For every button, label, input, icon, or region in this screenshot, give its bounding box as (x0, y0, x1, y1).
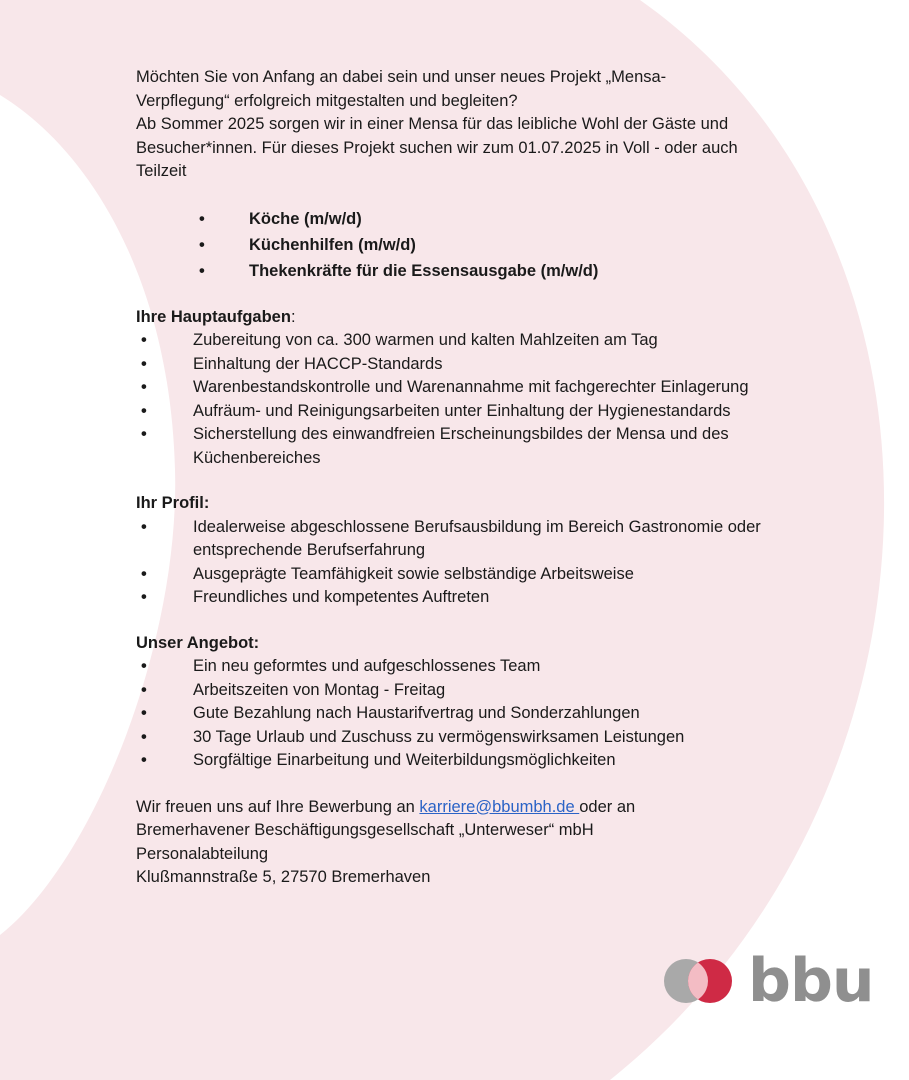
bbu-logo (662, 946, 874, 1016)
tasks-section (136, 306, 786, 471)
logo-circles-icon (662, 953, 748, 1013)
position-item: • Thekenkräfte für die Essensausgabe (m/w/d) (136, 258, 786, 284)
position-item: • Küchenhilfen (m/w/d) (136, 232, 786, 258)
list-item: • 30 Tage Urlaub und Zuschuss zu vermögenswirksamen Leistungen (136, 726, 786, 750)
intro-line: Möchten Sie von Anfang an dabei sein und unser neues Projekt „Mensa- (136, 68, 667, 86)
list-item: • Sorgfältige Einarbeitung und Weiterbildungsmöglichkeiten (136, 749, 786, 773)
profile-section (136, 492, 786, 610)
list-item: • Zubereitung von ca. 300 warmen und kalten Mahlzeiten am Tag (136, 329, 786, 353)
tasks-heading (136, 306, 786, 330)
job-posting (136, 66, 786, 890)
contact-block (136, 796, 786, 890)
intro-line: Ab Sommer 2025 sorgen wir in einer Mensa für das leibliche Wohl der Gäste und (136, 115, 729, 133)
tasks-heading-text: Ihre Hauptaufgaben (136, 307, 291, 326)
offer-list (136, 655, 786, 773)
list-item: • Idealerweise abgeschlossene Berufsausbildung im Bereich Gastronomie oder entsprechende Berufserfahrung (136, 516, 786, 563)
contact-prefix: Wir freuen uns auf Ihre Bewerbung an (136, 797, 420, 816)
list-item: • Sicherstellung des einwandfreien Erscheinungsbildes der Mensa und des Küchenbereiches (136, 423, 786, 470)
list-item: • Ein neu geformtes und aufgeschlossenes Team (136, 655, 786, 679)
logo-text: bbu (748, 946, 874, 1016)
company-name: Bremerhavener Beschäftigungsgesellschaft „Unterweser“ mbH (136, 821, 594, 839)
intro-line: Verpflegung“ erfolgreich mitgestalten und begleiten? (136, 91, 518, 110)
tasks-list (136, 329, 786, 470)
list-item: • Warenbestandskontrolle und Warenannahme mit fachgerechter Einlagerung (136, 376, 786, 400)
intro-text (136, 66, 786, 184)
profile-heading: Ihr Profil: (136, 494, 210, 512)
list-item: • Einhaltung der HACCP-Standards (136, 353, 786, 377)
contact-line (136, 796, 786, 820)
offer-heading: Unser Angebot: (136, 633, 260, 652)
position-item: • Köche (m/w/d) (136, 206, 786, 232)
contact-suffix: oder an (579, 797, 636, 816)
list-item: • Aufräum- und Reinigungsarbeiten unter Einhaltung der Hygienestandards (136, 400, 786, 424)
address: Klußmannstraße 5, 27570 Bremerhaven (136, 868, 431, 886)
list-item: • Gute Bezahlung nach Haustarifvertrag und Sonderzahlungen (136, 702, 786, 726)
list-item: • Arbeitszeiten von Montag - Freitag (136, 679, 786, 703)
tasks-heading-colon: : (290, 307, 296, 326)
list-item: • Ausgeprägte Teamfähigkeit sowie selbständige Arbeitsweise (136, 563, 786, 587)
profile-list (136, 516, 786, 610)
offer-section (136, 632, 786, 773)
email-link[interactable]: karriere@bbumbh.de (419, 797, 580, 816)
department: Personalabteilung (136, 844, 269, 863)
list-item: • Freundliches und kompetentes Auftreten (136, 586, 786, 610)
intro-line: Teilzeit (136, 162, 187, 180)
positions-list (136, 206, 786, 284)
intro-line: Besucher*innen. Für dieses Projekt suchen wir zum 01.07.2025 in Voll - oder auch (136, 138, 738, 157)
